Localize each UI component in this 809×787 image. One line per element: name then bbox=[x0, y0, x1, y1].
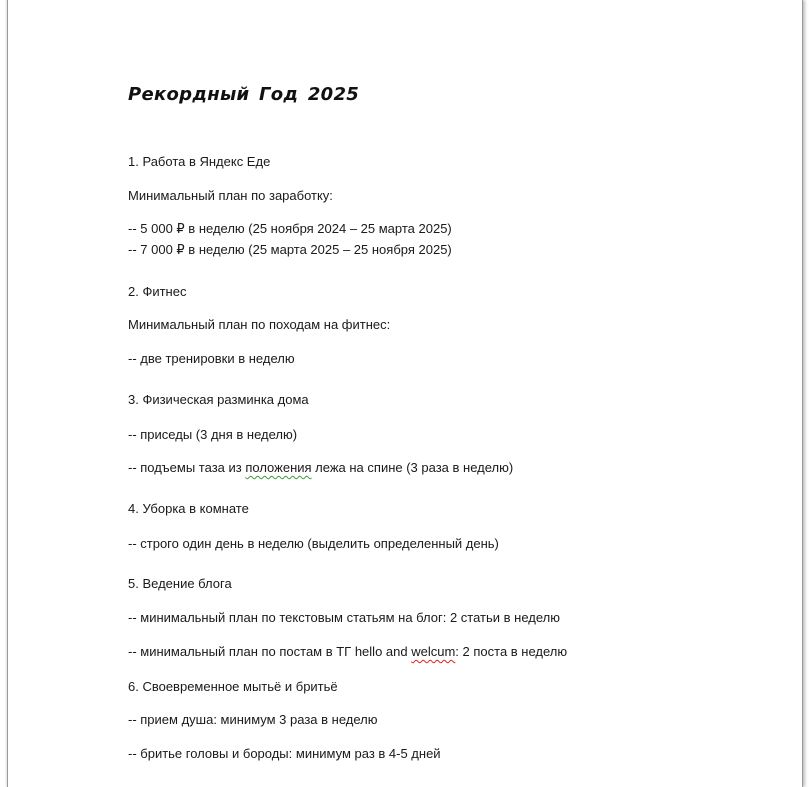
text-segment: : 2 поста в неделю bbox=[455, 644, 568, 659]
list-item-earnings-1: -- 5 000 ₽ в неделю (25 ноября 2024 – 25 марта 2025) bbox=[128, 221, 452, 236]
section-heading-home-warmup: 3. Физическая разминка дома bbox=[128, 392, 309, 407]
list-item-hip-raises bbox=[128, 460, 513, 476]
list-item-shower: -- прием душа: минимум 3 раза в неделю bbox=[128, 712, 378, 727]
list-item-cleaning: -- строго один день в неделю (выделить определенный день) bbox=[128, 536, 499, 551]
text-segment: -- подъемы таза из bbox=[128, 460, 246, 475]
text-segment: -- минимальный план по постам в ТГ hello and bbox=[128, 644, 412, 659]
list-item-shaving: -- бритье головы и бороды: минимум раз в 4-5 дней bbox=[128, 746, 441, 761]
section-heading-work: 1. Работа в Яндекс Еде bbox=[128, 154, 271, 169]
document-title: Рекордный Год 2025 bbox=[128, 84, 360, 105]
list-item-earnings-2: -- 7 000 ₽ в неделю (25 марта 2025 – 25 ноября 2025) bbox=[128, 242, 452, 257]
section-heading-blog: 5. Ведение блога bbox=[128, 576, 232, 591]
section-heading-cleaning: 4. Уборка в комнате bbox=[128, 501, 249, 516]
section-heading-fitness: 2. Фитнес bbox=[128, 284, 187, 299]
section-heading-hygiene: 6. Своевременное мытьё и бритьё bbox=[128, 679, 338, 694]
list-item-blog-articles: -- минимальный план по текстовым статьям на блог: 2 статьи в неделю bbox=[128, 610, 561, 625]
document-page[interactable] bbox=[7, 0, 803, 787]
grammar-flagged-word[interactable]: положения bbox=[245, 460, 312, 475]
list-item-fitness: -- две тренировки в неделю bbox=[128, 351, 295, 366]
paragraph-earnings-plan: Минимальный план по заработку: bbox=[128, 188, 333, 203]
list-item-squats: -- приседы (3 дня в неделю) bbox=[128, 427, 298, 442]
text-segment: лежа на спине (3 раза в неделю) bbox=[311, 460, 514, 475]
misspelled-word[interactable]: welcum bbox=[411, 644, 456, 659]
list-item-blog-posts bbox=[128, 644, 567, 660]
paragraph-fitness-plan: Минимальный план по походам на фитнес: bbox=[128, 317, 391, 332]
